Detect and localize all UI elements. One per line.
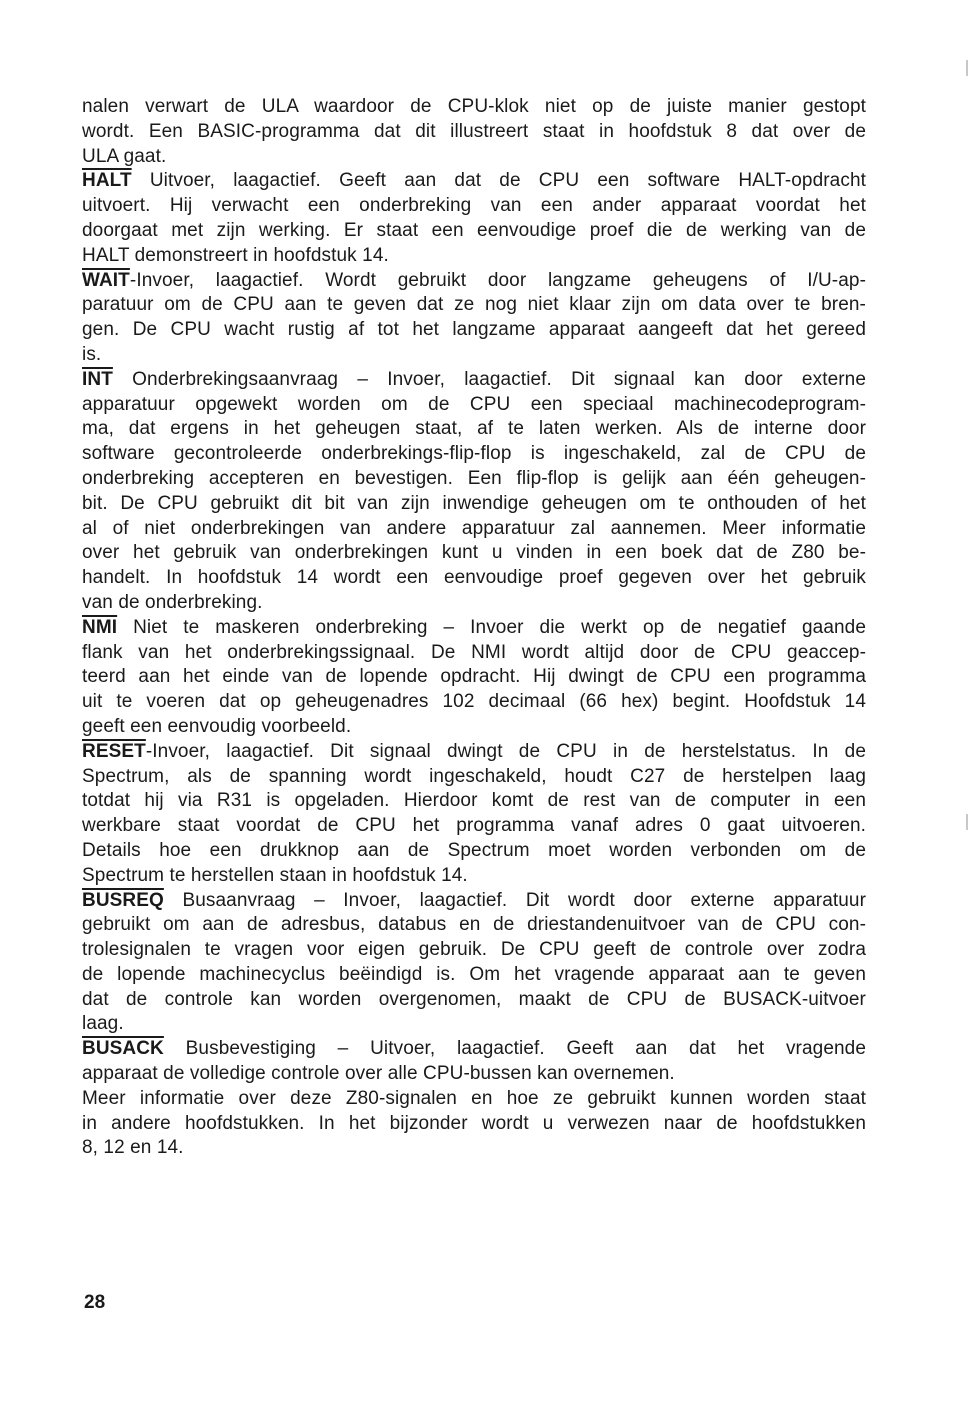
line-text: Busaanvraag – Invoer, laagactief. Dit wordt door externe apparatuur — [163, 889, 866, 911]
text-line — [82, 913, 866, 938]
text-line — [82, 541, 866, 566]
line-text: Spectrum te herstellen staan in hoofdstuk 14. — [82, 864, 468, 886]
text-line — [82, 1087, 866, 1112]
text-line — [82, 169, 866, 194]
text-line — [82, 690, 866, 715]
text-line — [82, 641, 866, 666]
line-text: gebruikt om aan de adresbus, databus en de driestandenuitvoer van de CPU con- — [82, 914, 866, 936]
text-paragraph — [82, 95, 866, 169]
line-text: -Invoer, laagactief. Dit signaal dwingt de CPU in de herstelstatus. In de — [145, 740, 866, 762]
line-text: flank van het onderbrekingssignaal. De NMI wordt altijd door de CPU geaccep- — [82, 641, 866, 663]
text-line — [82, 814, 866, 839]
line-text: teerd aan het einde van de lopende opdracht. Hij dwingt de CPU een programma — [82, 666, 866, 688]
text-line — [82, 293, 866, 318]
line-text: totdat hij via R31 is opgeladen. Hierdoor komt de rest van de computer in een — [82, 790, 866, 812]
signal-term: $\overline{NMI}$ — [82, 616, 118, 638]
line-text: Spectrum, als de spanning wordt ingeschakeld, houdt C27 de herstelpen laag — [82, 765, 866, 787]
line-text: apparaat de volledige controle over alle CPU-bussen kan overnemen. — [82, 1063, 675, 1085]
text-line — [82, 244, 866, 269]
line-text: handelt. In hoofdstuk 14 wordt een eenvoudige proef gegeven over het gebruik — [82, 567, 866, 589]
signal-term: $\overline{INT}$ — [82, 368, 113, 390]
text-line — [82, 789, 866, 814]
text-line — [82, 368, 866, 393]
line-text: -Invoer, laagactief. Wordt gebruikt door langzame geheugens of I/U-ap- — [129, 269, 866, 291]
text-line — [82, 591, 866, 616]
signal-paragraph-nmi — [82, 616, 866, 740]
signal-term: WAIT — [82, 269, 130, 291]
line-text: gen. De CPU wacht rustig af tot het langzame apparaat aangeeft dat het gereed — [82, 319, 866, 341]
text-paragraph — [82, 1087, 866, 1161]
line-text: Uitvoer, laagactief. Geeft aan dat de CPU een software HALT-opdracht — [131, 170, 866, 192]
text-line — [82, 1136, 866, 1161]
line-text: van de onderbreking. — [82, 591, 263, 613]
text-line — [82, 95, 866, 120]
text-line — [82, 219, 866, 244]
text-line — [82, 517, 866, 542]
line-text: nalen verwart de ULA waardoor de CPU-klok niet op de juiste manier gestopt — [82, 96, 866, 117]
line-text: uitvoert. Hij verwacht een onderbreking van een ander apparaat voordat het — [82, 195, 866, 217]
text-line — [82, 1112, 866, 1137]
text-line — [82, 393, 866, 418]
text-line — [82, 740, 866, 765]
line-text: in andere hoofdstukken. In het bijzonder wordt u verwezen naar de hoofdstukken — [82, 1112, 866, 1134]
signal-paragraph-int — [82, 368, 866, 616]
line-text: wordt. Een BASIC-programma dat dit illustreert staat in hoofdstuk 8 dat over de — [82, 120, 866, 142]
text-line — [82, 145, 866, 170]
line-text: ULA gaat. — [82, 145, 167, 167]
line-text: dat de controle kan worden overgenomen, maakt de CPU de BUSACK-uitvoer — [82, 988, 866, 1010]
text-line — [82, 492, 866, 517]
line-text: over het gebruik van onderbrekingen kunt u vinden in een boek dat de Z80 be- — [82, 542, 866, 564]
signal-paragraph-wait — [82, 269, 866, 368]
text-line — [82, 467, 866, 492]
text-line — [82, 120, 866, 145]
page-number: 28 — [84, 1292, 106, 1313]
text-line — [82, 269, 866, 294]
text-line — [82, 765, 866, 790]
line-text: HALT demonstreert in hoofdstuk 14. — [82, 244, 389, 266]
text-line — [82, 1012, 866, 1037]
text-line — [82, 343, 866, 368]
text-line — [82, 889, 866, 914]
text-line — [82, 839, 866, 864]
line-text: 8, 12 en 14. — [82, 1137, 184, 1159]
text-line — [82, 442, 866, 467]
signal-term: BUSREQ — [82, 889, 164, 911]
signal-term: RESET — [82, 740, 146, 762]
line-text: software gecontroleerde onderbrekings-flip-flop is ingeschakeld, zal de CPU de — [82, 443, 866, 465]
line-text: werkbare staat voordat de CPU het programma vanaf adres 0 gaat uitvoeren. — [82, 815, 866, 837]
page-body — [82, 95, 866, 1161]
line-text: uit te voeren dat op geheugenadres 102 decimaal (66 hex) begint. Hoofdstuk 14 — [82, 691, 866, 713]
text-line — [82, 988, 866, 1013]
signal-paragraph-reset — [82, 740, 866, 889]
line-text: ma, dat ergens in het geheugen staat, af te laten werken. Als de interne door — [82, 418, 866, 440]
line-text: onderbreking accepteren en bevestigen. Een flip-flop is gelijk aan één geheugen- — [82, 467, 866, 489]
line-text: is. — [82, 343, 102, 365]
line-text: bit. De CPU gebruikt dit bit van zijn inwendige geheugen om te onthouden of het — [82, 492, 866, 514]
line-text: Onderbrekingsaanvraag – Invoer, laagactief. Dit signaal kan door externe — [112, 368, 866, 390]
text-line — [82, 1037, 866, 1062]
line-text: Busbevestiging – Uitvoer, laagactief. Geeft aan dat het vragende — [163, 1038, 866, 1060]
signal-paragraph-busreq — [82, 889, 866, 1038]
line-text: Meer informatie over deze Z80-signalen en hoe ze gebruikt kunnen worden staat — [82, 1087, 866, 1109]
text-line — [82, 938, 866, 963]
text-line — [82, 1062, 866, 1087]
line-text: al of niet onderbrekingen van andere apparatuur zal aannemen. Meer informatie — [82, 517, 866, 539]
text-line — [82, 963, 866, 988]
text-line — [82, 566, 866, 591]
signal-term: HALT — [82, 170, 132, 192]
text-line — [82, 318, 866, 343]
scan-edge-mark — [966, 814, 968, 830]
scan-edge-mark — [966, 60, 968, 76]
line-text: apparatuur opgewekt worden om de CPU een speciaal machinecodeprogram- — [82, 393, 866, 415]
line-text: Niet te maskeren onderbreking – Invoer die werkt op de negatief gaande — [117, 616, 866, 638]
text-line — [82, 715, 866, 740]
text-line — [82, 665, 866, 690]
signal-paragraph-busack — [82, 1037, 866, 1087]
text-line — [82, 194, 866, 219]
line-text: laag. — [82, 1013, 124, 1035]
line-text: Details hoe een drukknop aan de Spectrum moet worden verbonden om de — [82, 839, 866, 861]
signal-paragraph-halt — [82, 169, 866, 268]
line-text: trolesignalen te vragen voor eigen gebruik. De CPU geeft de controle over zodra — [82, 939, 866, 961]
line-text: de lopende machinecyclus beëindigd is. Om het vragende apparaat aan te geven — [82, 963, 866, 985]
line-text: paratuur om de CPU aan te geven dat ze nog niet klaar zijn om data over te bren- — [82, 294, 866, 316]
text-line — [82, 864, 866, 889]
text-line — [82, 417, 866, 442]
text-line — [82, 616, 866, 641]
signal-term: BUSACK — [82, 1038, 164, 1060]
line-text: geeft een eenvoudig voorbeeld. — [82, 715, 352, 737]
line-text: doorgaat met zijn werking. Er staat een eenvoudige proef die de werking van de — [82, 219, 866, 241]
